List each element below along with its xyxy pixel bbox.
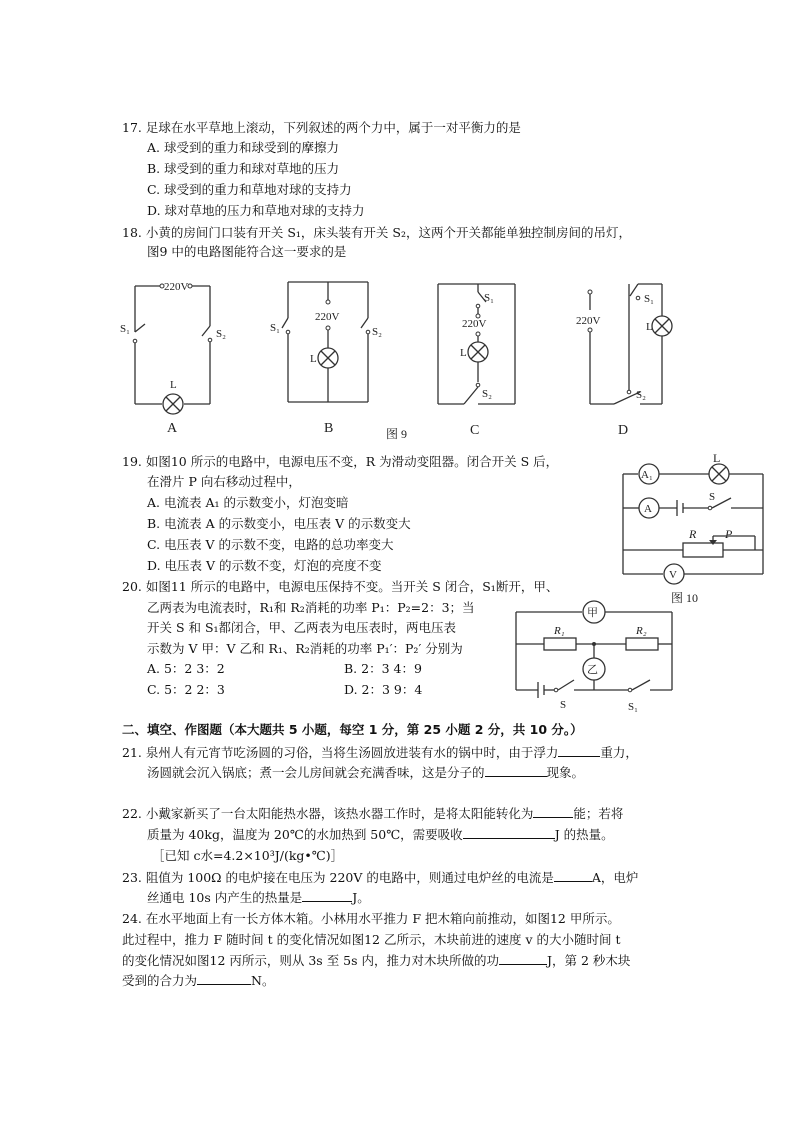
- b-s2-label: S₂: [372, 326, 382, 338]
- fig10-lamp-label: L: [713, 452, 721, 465]
- a-s2-label: S₂: [216, 328, 226, 340]
- q17-option-c: C. 球受到的重力和草地对球的支持力: [147, 182, 352, 197]
- figure-11: [508, 598, 684, 714]
- figure-10-caption: 图 10: [671, 591, 699, 605]
- section-2-title: 二、填空、作图题（本大题共 5 小题，每空 1 分，第 25 小题 2 分，共 10 分。）: [122, 722, 583, 737]
- q20-option-a: A. 5：2 3：2: [147, 661, 225, 676]
- q18-stem-line1: 18. 小黄的房间门口装有开关 S₁，床头装有开关 S₂，这两个开关都能单独控制房间的吊灯，: [122, 225, 631, 240]
- q20-option-d: D. 2：3 9：4: [344, 682, 423, 697]
- q19-option-a: A. 电流表 A₁ 的示数变小，灯泡变暗: [147, 495, 349, 510]
- q19-option-d: D. 电压表 V 的示数不变，灯泡的亮度不变: [147, 558, 382, 573]
- rheostat-label: R: [689, 527, 697, 541]
- q22-blank-2[interactable]: [463, 826, 555, 839]
- a-lamp-label: L: [170, 379, 177, 391]
- fig10-switch-label: S: [709, 491, 716, 503]
- q20-line4: 示数为 V 甲：V 乙和 R₁、R₂消耗的功率 P₁′：P₂′ 分别为: [147, 641, 463, 656]
- c-voltage-label: 220V: [462, 318, 487, 330]
- a-s1-label: S₁: [120, 323, 130, 335]
- q24-line4: [122, 972, 274, 989]
- ammeter-a1-label: A₁: [641, 469, 653, 481]
- q19-option-b: B. 电流表 A 的示数变小，电压表 V 的示数变大: [147, 516, 411, 531]
- figure-9-caption: 图 9: [386, 427, 408, 441]
- q24-line3-text-b: J，第 2 秒木块: [547, 953, 631, 968]
- resistor-r2-label: R₂: [636, 625, 647, 637]
- q18-stem-line2: 图9 中的电路图能符合这一要求的是: [147, 244, 347, 259]
- q22-line1-text-b: 能；若将: [573, 806, 624, 821]
- q23-line1-text-b: A，电炉: [591, 870, 639, 885]
- circuit-c: [438, 284, 515, 438]
- q19-stem-line1: 19. 如图10 所示的电路中，电源电压不变，R 为滑动变阻器。闭合开关 S 后，: [122, 454, 559, 469]
- c-lamp-label: L: [460, 347, 467, 359]
- q24-blank-1[interactable]: [499, 952, 547, 965]
- q20-line1: 20. 如图11 所示的电路中，电源电压保持不变。当开关 S 闭合，S₁断开，甲、: [122, 579, 559, 594]
- circuit-a: [120, 281, 226, 436]
- q23-blank-1[interactable]: [554, 869, 592, 882]
- q20-option-c: C. 5：2 2：3: [147, 682, 225, 697]
- circuit-d: [576, 284, 672, 438]
- q21-line2-text-a: 汤圆就会沉入锅底；煮一会儿房间就会充满香味，这是分子的: [147, 765, 485, 780]
- a-voltage-label: 220V: [164, 281, 189, 293]
- q22-line1: [122, 805, 623, 822]
- resistor-r1-label: R₁: [554, 625, 565, 637]
- b-lamp-label: L: [310, 353, 317, 365]
- q24-line4-text-a: 受到的合力为: [122, 973, 198, 988]
- meter-yi-label: 乙: [587, 664, 598, 676]
- q19-option-c: C. 电压表 V 的示数不变，电路的总功率变大: [147, 537, 394, 552]
- d-voltage-label: 220V: [576, 315, 601, 327]
- q24-line2: 此过程中，推力 F 随时间 t 的变化情况如图12 乙所示，木块前进的速度 v 的大小随时间 t: [122, 932, 621, 947]
- q23-line2-text-b: J。: [352, 890, 370, 905]
- q21-line2-text-b: 现象。: [546, 765, 585, 780]
- q22-line3: ［已知 c水=4.2×10³J/(kg•℃)］: [152, 848, 344, 863]
- switch-s-label: S: [560, 699, 567, 711]
- q24-line1: 24. 在水平地面上有一长方体木箱。小林用水平推力 F 把木箱向前推动，如图12 甲所示。: [122, 911, 620, 926]
- q17-option-d: D. 球对草地的压力和草地对球的支持力: [147, 203, 365, 218]
- q23-line2: [147, 889, 370, 906]
- q23-line2-text-a: 丝通电 10s 内产生的热量是: [147, 890, 303, 905]
- ammeter-a-label: A: [644, 503, 652, 515]
- q22-blank-1[interactable]: [533, 805, 573, 818]
- q24-line3: [122, 952, 630, 969]
- slider-label: P: [725, 527, 733, 541]
- c-s1-label: S₁: [484, 292, 494, 304]
- b-voltage-label: 220V: [315, 311, 340, 323]
- q17-option-a: A. 球受到的重力和球受到的摩擦力: [147, 140, 339, 155]
- c-s2-label: S₂: [482, 388, 492, 400]
- q22-line2-text-a: 质量为 40kg，温度为 20℃的水加热到 50℃，需要吸收: [147, 827, 463, 842]
- q21-blank-2[interactable]: [485, 764, 547, 777]
- label-b: B: [324, 421, 334, 436]
- q24-line3-text-a: 的变化情况如图12 丙所示，则从 3s 至 5s 内，推力对木块所做的功: [122, 953, 500, 968]
- q21-line2: [147, 764, 584, 781]
- d-lamp-label: L: [646, 321, 653, 333]
- figure-9: [110, 264, 690, 450]
- q19-stem-line2: 在滑片 P 向右移动过程中，: [147, 474, 301, 489]
- switch-s1-label: S₁: [628, 701, 638, 713]
- circuit-b: [270, 282, 382, 402]
- q22-line2: [147, 826, 614, 843]
- q23-blank-2[interactable]: [302, 889, 352, 902]
- b-s1-label: S₁: [270, 322, 280, 334]
- q20-line3: 开关 S 和 S₁都闭合，甲、乙两表为电压表时，两电压表: [147, 620, 457, 635]
- q20-option-b: B. 2：3 4：9: [344, 661, 422, 676]
- d-s1-label: S₁: [644, 293, 654, 305]
- q17-stem: 17. 足球在水平草地上滚动，下列叙述的两个力中，属于一对平衡力的是: [122, 120, 521, 135]
- voltmeter-label: V: [669, 569, 677, 581]
- q17-option-b: B. 球受到的重力和球对草地的压力: [147, 161, 340, 176]
- q24-blank-2[interactable]: [197, 972, 251, 985]
- figure-10: [613, 452, 779, 606]
- q21-blank-1[interactable]: [558, 744, 600, 757]
- q24-line4-text-b: N。: [251, 973, 275, 988]
- label-a: A: [167, 421, 178, 436]
- q21-line1-text-a: 21. 泉州人有元宵节吃汤圆的习俗，当将生汤圆放进装有水的锅中时，由于浮力: [122, 745, 559, 760]
- meter-jia-label: 甲: [587, 607, 598, 619]
- q21-line1-text-b: 重力，: [600, 745, 638, 760]
- q22-line1-text-a: 22. 小戴家新买了一台太阳能热水器，该热水器工作时，是将太阳能转化为: [122, 806, 534, 821]
- label-c: C: [470, 423, 480, 438]
- q20-line2: 乙两表为电流表时，R₁和 R₂消耗的功率 P₁：P₂=2：3；当: [147, 600, 475, 615]
- q23-line1: [122, 869, 638, 886]
- q23-line1-text-a: 23. 阻值为 100Ω 的电炉接在电压为 220V 的电路中，则通过电炉丝的电流是: [122, 870, 554, 885]
- q22-line2-text-b: J 的热量。: [554, 827, 614, 842]
- d-s2-label: S₂: [636, 389, 646, 401]
- label-d: D: [618, 423, 629, 438]
- q21-line1: [122, 744, 638, 761]
